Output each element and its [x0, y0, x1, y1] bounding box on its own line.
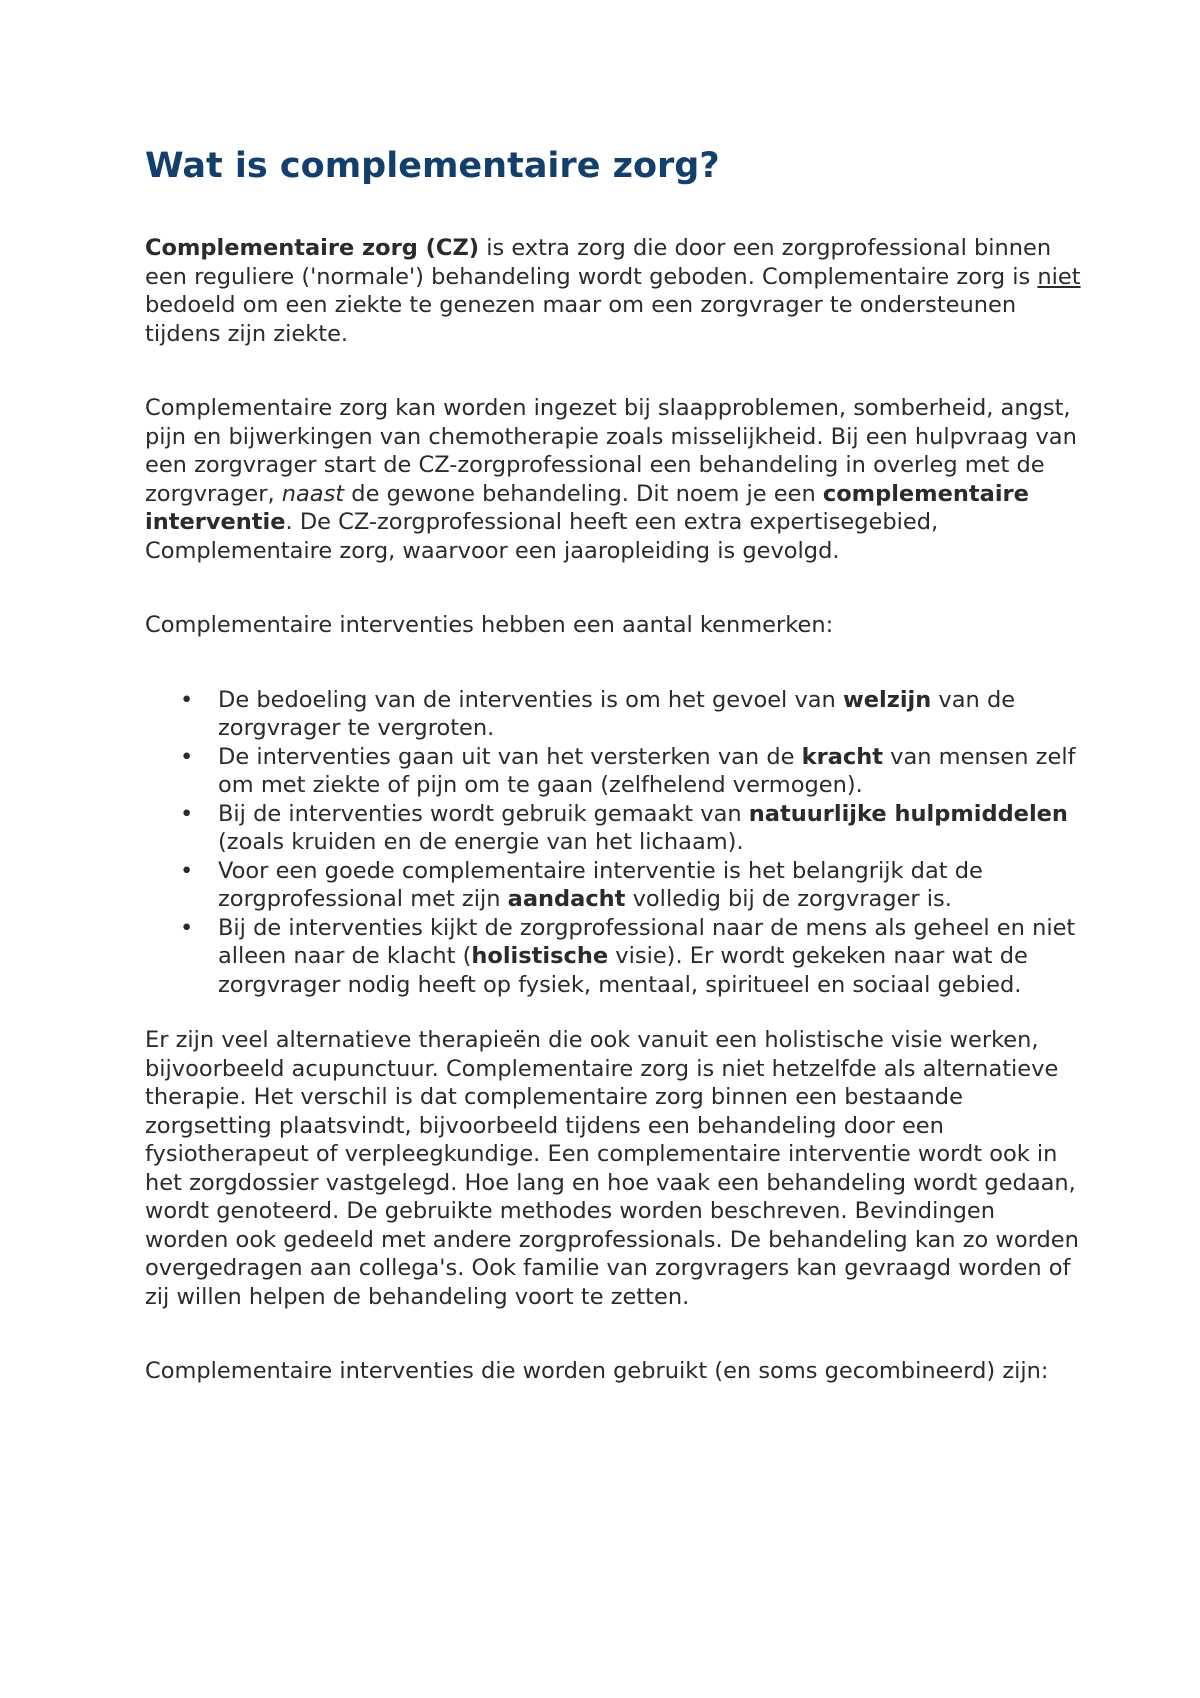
list-item	[180, 743, 1085, 800]
usage-italic-word: naast	[281, 480, 345, 507]
list-item-bold: kracht	[801, 743, 883, 770]
intro-text-b: bedoeld om een ziekte te genezen maar om een zorgvrager te ondersteunen tijdens zijn ziekte.	[145, 292, 1017, 347]
page-title: Wat is complementaire zorg?	[145, 146, 720, 186]
characteristics-intro: Complementaire interventies hebben een aantal kenmerken:	[145, 612, 834, 638]
list-item	[180, 914, 1085, 1000]
list-item-text: Bij de interventies kijkt de zorgprofessional naar de mens als geheel en niet alleen naar de klacht (	[218, 914, 1076, 969]
list-item-bold: holistische	[471, 943, 609, 969]
usage-bold-term: complementaire interventie	[145, 480, 1029, 535]
list-item-text: Bij de interventies wordt gebruik gemaakt van	[218, 800, 749, 827]
list-item	[180, 686, 1085, 743]
bullet-icon: •	[180, 857, 194, 884]
list-item-text: visie). Er wordt gekeken naar wat de zorgvrager nodig heeft op fysiek, mentaal, spiritueel en sociaal gebied.	[218, 943, 1028, 998]
bullet-icon: •	[180, 800, 194, 827]
list-item-text: (zoals kruiden en de energie van het lichaam).	[218, 829, 744, 855]
characteristics-list	[145, 686, 1085, 1000]
list-item	[180, 800, 1085, 857]
intro-underlined-word: niet	[1037, 263, 1081, 290]
interventions-intro: Complementaire interventies die worden gebruikt (en soms gecombineerd) zijn:	[145, 1358, 1049, 1384]
bullet-icon: •	[180, 743, 194, 770]
usage-text-b: de gewone behandeling. Dit noem je een	[344, 480, 823, 507]
list-item-text: volledig bij de zorgvrager is.	[625, 886, 952, 912]
intro-text-a: is extra zorg die door een zorgprofessional binnen een reguliere ('normale') behandeling wordt geboden. Complementaire zorg is	[145, 235, 1052, 290]
list-item-text: De interventies gaan uit van het versterken van de	[218, 743, 802, 770]
list-item-text: De bedoeling van de interventies is om het gevoel van	[218, 686, 843, 713]
usage-text-c: . De CZ-zorgprofessional heeft een extra expertisegebied, Complementaire zorg, waarvoor een jaaropleiding is gevolgd.	[145, 509, 939, 564]
intro-bold-lead: Complementaire zorg (CZ)	[145, 235, 480, 261]
list-item-bold: welzijn	[842, 686, 932, 713]
list-item-text: van de zorgvrager te vergroten.	[218, 686, 1016, 741]
usage-text-a: Complementaire zorg kan worden ingezet bij slaapproblemen, somberheid, angst, pijn en bijwerkingen van chemotherapie zoals misselijkheid. Bij een hulpvraag van een zorgvrager start de CZ-zorgprofessional een behandeling in overleg met de zorgvrager,	[145, 395, 1077, 507]
alternative-therapy-paragraph: Er zijn veel alternatieve therapieën die ook vanuit een holistische visie werken, bijvoorbeeld acupunctuur. Complementaire zorg is niet hetzelfde als alternatieve therapie. Het verschil is dat complementaire zorg binnen een bestaande zorgsetting plaatsvindt, bijvoorbeeld tijdens een behandeling door een fysiotherapeut of verpleegkundige. Een complementaire interventie wordt ook in het zorgdossier vastgelegd. Hoe lang en hoe vaak een behandeling wordt gedaan, wordt genoteerd. De gebruikte methodes worden beschreven. Bevindingen worden ook gedeeld met andere zorgprofessionals. De behandeling kan zo worden overgedragen aan collega's. Ook familie van zorgvragers kan gevraagd worden of zij willen helpen de behandeling voort te zetten.	[145, 1027, 1079, 1310]
list-item	[180, 857, 1085, 914]
intro-paragraph	[145, 234, 1085, 348]
bullet-icon: •	[180, 686, 194, 713]
document-page	[145, 142, 1085, 1432]
list-item-bold: aandacht	[507, 886, 626, 912]
list-item-text: van mensen zelf om met ziekte of pijn om te gaan (zelfhelend vermogen).	[218, 743, 1076, 798]
list-item-bold: natuurlijke hulpmiddelen	[748, 800, 1068, 827]
usage-paragraph	[145, 394, 1085, 565]
bullet-icon: •	[180, 914, 194, 941]
list-item-text: Voor een goede complementaire interventie is het belangrijk dat de zorgprofessional met zijn	[218, 857, 983, 912]
